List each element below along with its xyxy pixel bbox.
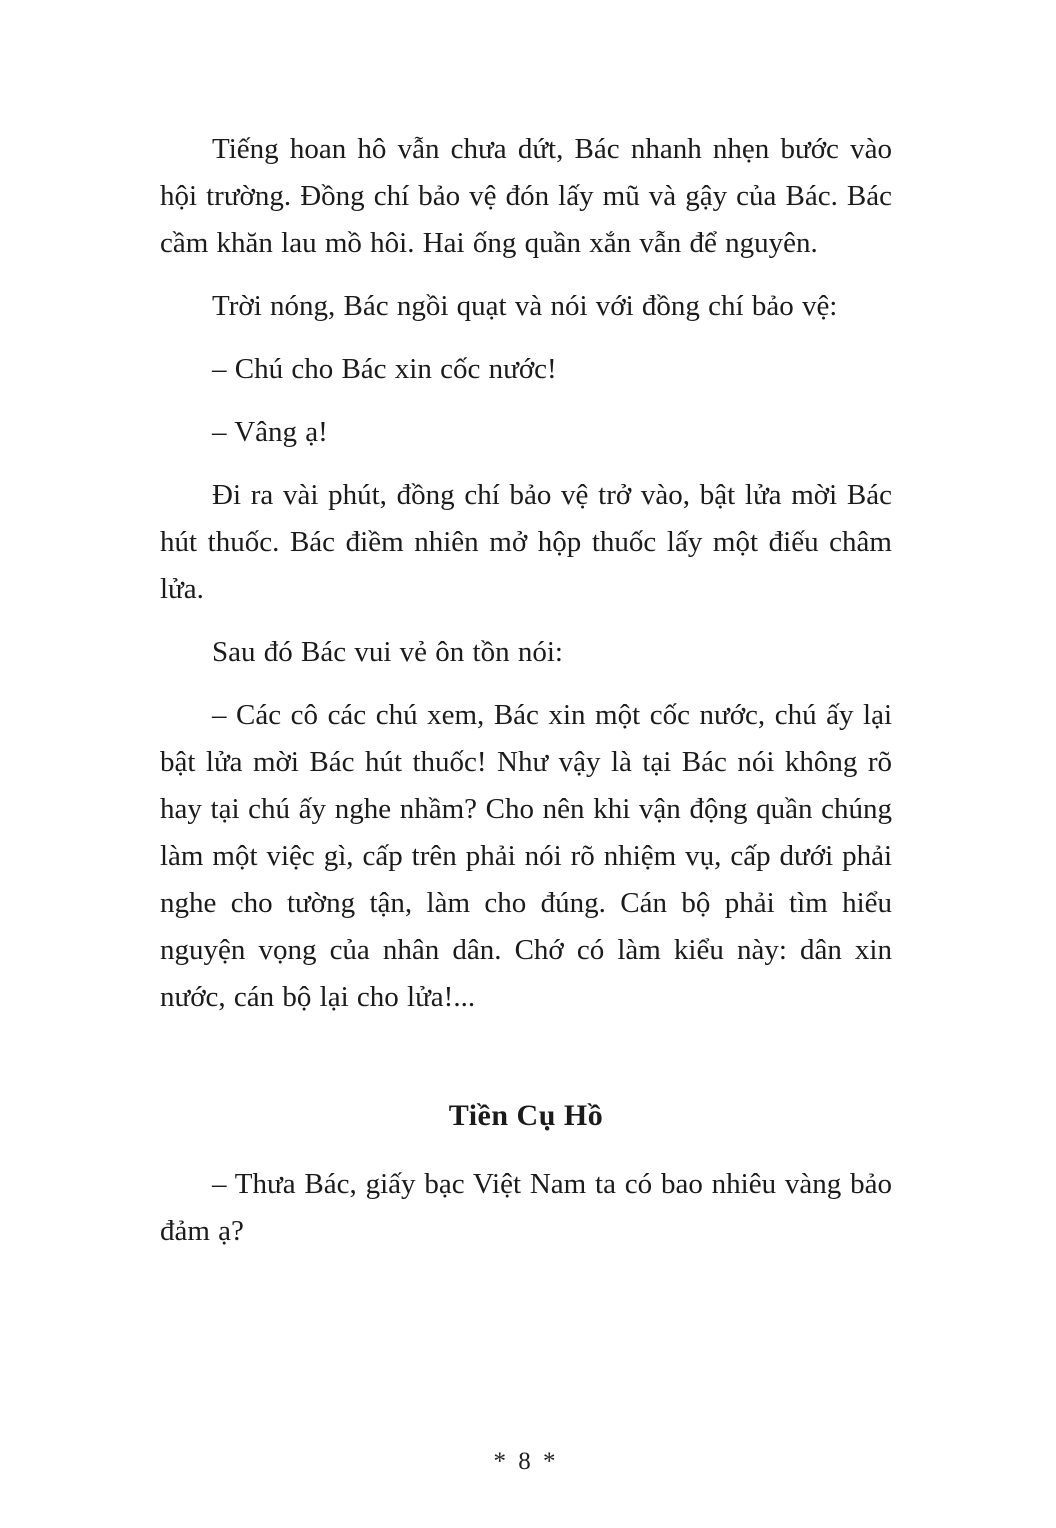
section-heading: Tiền Cụ Hồ	[448, 1099, 604, 1132]
dialogue-line: – Vâng ạ!	[212, 416, 328, 448]
paragraph: Tiếng hoan hô vẫn chưa dứt, Bác nhanh nhẹn bước vào hội trường. Đồng chí bảo vệ đón lấy mũ và gậy của Bác. Bác cầm khăn lau mồ hôi. Hai ống quần xắn vẫn để nguyên.	[160, 133, 892, 259]
paragraph: Trời nóng, Bác ngồi quạt và nói với đồng chí bảo vệ:	[212, 290, 838, 322]
dialogue-line: – Thưa Bác, giấy bạc Việt Nam ta có bao nhiêu vàng bảo đảm ạ?	[160, 1168, 892, 1247]
dialogue-line: – Chú cho Bác xin cốc nước!	[212, 353, 557, 385]
paragraph: Đi ra vài phút, đồng chí bảo vệ trở vào, bật lửa mời Bác hút thuốc. Bác điềm nhiên mở hộp thuốc lấy một điếu châm lửa.	[160, 479, 892, 605]
paragraph: Sau đó Bác vui vẻ ôn tồn nói:	[212, 636, 563, 668]
paragraph: – Các cô các chú xem, Bác xin một cốc nước, chú ấy lại bật lửa mời Bác hút thuốc! Như vậy là tại Bác nói không rõ hay tại chú ấy nghe nhầm? Cho nên khi vận động quần chúng làm một việc gì, cấp trên phải nói rõ nhiệm vụ, cấp dưới phải nghe cho tường tận, làm cho đúng. Cán bộ phải tìm hiểu nguyện vọng của nhân dân. Chớ có làm kiểu này: dân xin nước, cán bộ lại cho lửa!...	[160, 699, 892, 1013]
page-number: * 8 *	[493, 1448, 559, 1475]
